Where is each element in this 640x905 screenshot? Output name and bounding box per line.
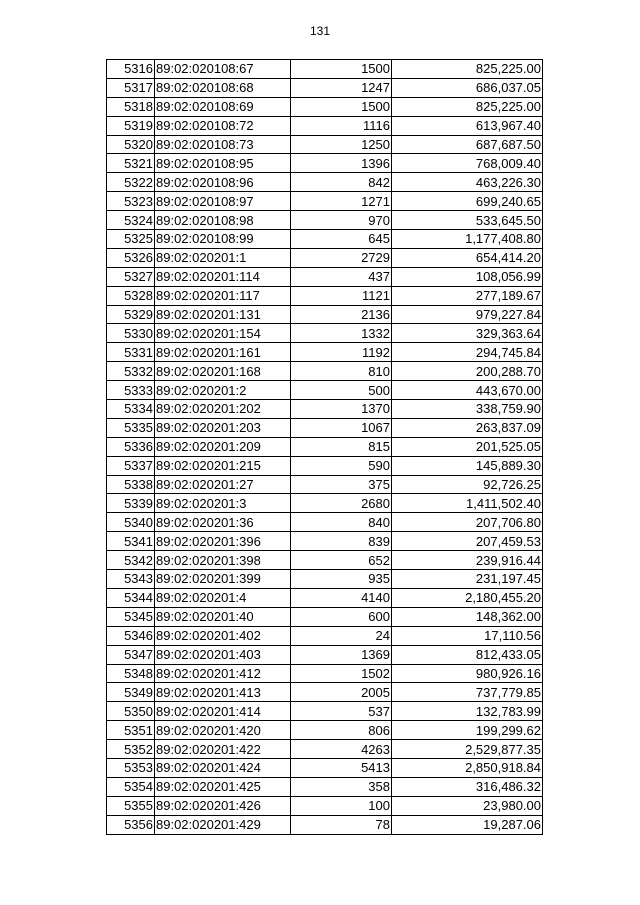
table-row	[107, 683, 543, 702]
area-cell: 437	[291, 267, 392, 286]
table-row	[107, 135, 543, 154]
row-number-cell: 5316	[107, 60, 155, 79]
cadastral-number-cell: 89:02:020108:67	[155, 60, 291, 79]
cadastral-number-cell: 89:02:020201:420	[155, 721, 291, 740]
cadastral-value-cell: 2,529,877.35	[392, 740, 543, 759]
cadastral-number-cell: 89:02:020108:69	[155, 97, 291, 116]
cadastral-value-cell: 737,779.85	[392, 683, 543, 702]
table-row	[107, 248, 543, 267]
cadastral-number-cell: 89:02:020201:3	[155, 494, 291, 513]
area-cell: 806	[291, 721, 392, 740]
cadastral-number-cell: 89:02:020108:99	[155, 230, 291, 249]
cadastral-value-cell: 1,177,408.80	[392, 230, 543, 249]
table-row	[107, 437, 543, 456]
cadastral-value-cell: 231,197.45	[392, 570, 543, 589]
cadastral-value-cell: 329,363.64	[392, 324, 543, 343]
cadastral-number-cell: 89:02:020201:1	[155, 248, 291, 267]
area-cell: 375	[291, 475, 392, 494]
cadastral-value-cell: 17,110.56	[392, 626, 543, 645]
table-row	[107, 116, 543, 135]
area-cell: 5413	[291, 758, 392, 777]
table-row	[107, 230, 543, 249]
area-cell: 1369	[291, 645, 392, 664]
row-number-cell: 5327	[107, 267, 155, 286]
cadastral-number-cell: 89:02:020201:4	[155, 588, 291, 607]
row-number-cell: 5320	[107, 135, 155, 154]
cadastral-value-cell: 201,525.05	[392, 437, 543, 456]
cadastral-value-cell: 132,783.99	[392, 702, 543, 721]
row-number-cell: 5341	[107, 532, 155, 551]
table-row	[107, 305, 543, 324]
row-number-cell: 5342	[107, 551, 155, 570]
row-number-cell: 5349	[107, 683, 155, 702]
cadastral-number-cell: 89:02:020201:413	[155, 683, 291, 702]
cadastral-number-cell: 89:02:020201:398	[155, 551, 291, 570]
cadastral-number-cell: 89:02:020201:161	[155, 343, 291, 362]
row-number-cell: 5333	[107, 381, 155, 400]
cadastral-number-cell: 89:02:020201:425	[155, 777, 291, 796]
cadastral-value-cell: 2,850,918.84	[392, 758, 543, 777]
table-row	[107, 532, 543, 551]
cadastral-value-cell: 812,433.05	[392, 645, 543, 664]
cadastral-number-cell: 89:02:020201:154	[155, 324, 291, 343]
row-number-cell: 5326	[107, 248, 155, 267]
area-cell: 500	[291, 381, 392, 400]
cadastral-number-cell: 89:02:020108:95	[155, 154, 291, 173]
cadastral-number-cell: 89:02:020201:414	[155, 702, 291, 721]
table-row	[107, 97, 543, 116]
table-row	[107, 815, 543, 834]
area-cell: 2005	[291, 683, 392, 702]
cadastral-value-cell: 979,227.84	[392, 305, 543, 324]
cadastral-value-cell: 768,009.40	[392, 154, 543, 173]
cadastral-number-cell: 89:02:020201:399	[155, 570, 291, 589]
row-number-cell: 5334	[107, 400, 155, 419]
table-row	[107, 418, 543, 437]
table-row	[107, 343, 543, 362]
table-row	[107, 192, 543, 211]
row-number-cell: 5323	[107, 192, 155, 211]
cadastral-value-cell: 443,670.00	[392, 381, 543, 400]
table-row	[107, 513, 543, 532]
table-row	[107, 588, 543, 607]
cadastral-number-cell: 89:02:020201:429	[155, 815, 291, 834]
table-row	[107, 626, 543, 645]
area-cell: 358	[291, 777, 392, 796]
row-number-cell: 5354	[107, 777, 155, 796]
table-row	[107, 60, 543, 79]
cadastral-value-cell: 687,687.50	[392, 135, 543, 154]
cadastral-value-cell: 825,225.00	[392, 97, 543, 116]
area-cell: 2729	[291, 248, 392, 267]
cadastral-value-cell: 463,226.30	[392, 173, 543, 192]
table-body	[107, 60, 543, 835]
row-number-cell: 5321	[107, 154, 155, 173]
table-row	[107, 702, 543, 721]
row-number-cell: 5318	[107, 97, 155, 116]
area-cell: 810	[291, 362, 392, 381]
area-cell: 1332	[291, 324, 392, 343]
row-number-cell: 5322	[107, 173, 155, 192]
table-row	[107, 740, 543, 759]
cadastral-value-cell: 263,837.09	[392, 418, 543, 437]
cadastral-value-cell: 145,889.30	[392, 456, 543, 475]
area-cell: 1271	[291, 192, 392, 211]
cadastral-number-cell: 89:02:020201:114	[155, 267, 291, 286]
area-cell: 1116	[291, 116, 392, 135]
cadastral-number-cell: 89:02:020201:2	[155, 381, 291, 400]
cadastral-number-cell: 89:02:020108:73	[155, 135, 291, 154]
row-number-cell: 5324	[107, 211, 155, 230]
area-cell: 78	[291, 815, 392, 834]
area-cell: 1370	[291, 400, 392, 419]
area-cell: 1192	[291, 343, 392, 362]
area-cell: 652	[291, 551, 392, 570]
row-number-cell: 5355	[107, 796, 155, 815]
cadastral-value-cell: 294,745.84	[392, 343, 543, 362]
cadastral-value-cell: 533,645.50	[392, 211, 543, 230]
cadastral-number-cell: 89:02:020201:203	[155, 418, 291, 437]
area-cell: 4140	[291, 588, 392, 607]
cadastral-number-cell: 89:02:020201:202	[155, 400, 291, 419]
area-cell: 1121	[291, 286, 392, 305]
table-row	[107, 645, 543, 664]
area-cell: 2680	[291, 494, 392, 513]
cadastral-number-cell: 89:02:020201:40	[155, 607, 291, 626]
cadastral-number-cell: 89:02:020201:209	[155, 437, 291, 456]
cadastral-number-cell: 89:02:020201:403	[155, 645, 291, 664]
area-cell: 839	[291, 532, 392, 551]
cadastral-value-cell: 686,037.05	[392, 78, 543, 97]
area-cell: 645	[291, 230, 392, 249]
area-cell: 1500	[291, 97, 392, 116]
cadastral-value-table	[106, 59, 543, 835]
area-cell: 935	[291, 570, 392, 589]
area-cell: 1247	[291, 78, 392, 97]
cadastral-number-cell: 89:02:020201:426	[155, 796, 291, 815]
cadastral-value-cell: 207,459.53	[392, 532, 543, 551]
row-number-cell: 5336	[107, 437, 155, 456]
row-number-cell: 5353	[107, 758, 155, 777]
row-number-cell: 5343	[107, 570, 155, 589]
cadastral-number-cell: 89:02:020108:96	[155, 173, 291, 192]
row-number-cell: 5338	[107, 475, 155, 494]
cadastral-value-cell: 239,916.44	[392, 551, 543, 570]
cadastral-value-cell: 148,362.00	[392, 607, 543, 626]
cadastral-value-cell: 654,414.20	[392, 248, 543, 267]
row-number-cell: 5344	[107, 588, 155, 607]
table-row	[107, 267, 543, 286]
cadastral-number-cell: 89:02:020201:422	[155, 740, 291, 759]
cadastral-value-cell: 338,759.90	[392, 400, 543, 419]
cadastral-number-cell: 89:02:020201:168	[155, 362, 291, 381]
table-row	[107, 400, 543, 419]
row-number-cell: 5345	[107, 607, 155, 626]
area-cell: 537	[291, 702, 392, 721]
cadastral-number-cell: 89:02:020201:396	[155, 532, 291, 551]
cadastral-value-cell: 199,299.62	[392, 721, 543, 740]
row-number-cell: 5352	[107, 740, 155, 759]
table-row	[107, 664, 543, 683]
table-row	[107, 362, 543, 381]
table-row	[107, 475, 543, 494]
cadastral-value-cell: 613,967.40	[392, 116, 543, 135]
table-row	[107, 721, 543, 740]
area-cell: 840	[291, 513, 392, 532]
row-number-cell: 5351	[107, 721, 155, 740]
table-row	[107, 796, 543, 815]
page-number: 131	[309, 24, 331, 38]
area-cell: 1502	[291, 664, 392, 683]
row-number-cell: 5331	[107, 343, 155, 362]
table-row	[107, 777, 543, 796]
cadastral-value-cell: 108,056.99	[392, 267, 543, 286]
cadastral-value-cell: 1,411,502.40	[392, 494, 543, 513]
row-number-cell: 5337	[107, 456, 155, 475]
cadastral-value-cell: 2,180,455.20	[392, 588, 543, 607]
row-number-cell: 5319	[107, 116, 155, 135]
table-row	[107, 551, 543, 570]
cadastral-number-cell: 89:02:020201:117	[155, 286, 291, 305]
table-row	[107, 211, 543, 230]
table-row	[107, 324, 543, 343]
cadastral-number-cell: 89:02:020108:97	[155, 192, 291, 211]
row-number-cell: 5330	[107, 324, 155, 343]
area-cell: 2136	[291, 305, 392, 324]
area-cell: 600	[291, 607, 392, 626]
area-cell: 1250	[291, 135, 392, 154]
area-cell: 842	[291, 173, 392, 192]
cadastral-value-cell: 92,726.25	[392, 475, 543, 494]
area-cell: 590	[291, 456, 392, 475]
cadastral-number-cell: 89:02:020201:215	[155, 456, 291, 475]
cadastral-value-cell: 19,287.06	[392, 815, 543, 834]
row-number-cell: 5329	[107, 305, 155, 324]
cadastral-number-cell: 89:02:020201:412	[155, 664, 291, 683]
cadastral-number-cell: 89:02:020201:36	[155, 513, 291, 532]
row-number-cell: 5317	[107, 78, 155, 97]
cadastral-number-cell: 89:02:020201:131	[155, 305, 291, 324]
area-cell: 100	[291, 796, 392, 815]
area-cell: 1500	[291, 60, 392, 79]
cadastral-value-cell: 207,706.80	[392, 513, 543, 532]
cadastral-number-cell: 89:02:020201:424	[155, 758, 291, 777]
row-number-cell: 5340	[107, 513, 155, 532]
area-cell: 4263	[291, 740, 392, 759]
area-cell: 1396	[291, 154, 392, 173]
table-row	[107, 456, 543, 475]
cadastral-value-cell: 825,225.00	[392, 60, 543, 79]
area-cell: 970	[291, 211, 392, 230]
row-number-cell: 5348	[107, 664, 155, 683]
area-cell: 1067	[291, 418, 392, 437]
table-row	[107, 286, 543, 305]
row-number-cell: 5335	[107, 418, 155, 437]
cadastral-value-cell: 980,926.16	[392, 664, 543, 683]
cadastral-value-cell: 200,288.70	[392, 362, 543, 381]
table-row	[107, 173, 543, 192]
table-row	[107, 494, 543, 513]
row-number-cell: 5347	[107, 645, 155, 664]
table-row	[107, 381, 543, 400]
cadastral-number-cell: 89:02:020201:402	[155, 626, 291, 645]
cadastral-value-cell: 316,486.32	[392, 777, 543, 796]
row-number-cell: 5339	[107, 494, 155, 513]
row-number-cell: 5350	[107, 702, 155, 721]
row-number-cell: 5346	[107, 626, 155, 645]
area-cell: 24	[291, 626, 392, 645]
cadastral-number-cell: 89:02:020108:72	[155, 116, 291, 135]
row-number-cell: 5356	[107, 815, 155, 834]
table-row	[107, 758, 543, 777]
table-row	[107, 570, 543, 589]
cadastral-value-cell: 23,980.00	[392, 796, 543, 815]
cadastral-value-cell: 277,189.67	[392, 286, 543, 305]
row-number-cell: 5328	[107, 286, 155, 305]
table-row	[107, 78, 543, 97]
row-number-cell: 5325	[107, 230, 155, 249]
cadastral-value-cell: 699,240.65	[392, 192, 543, 211]
cadastral-number-cell: 89:02:020201:27	[155, 475, 291, 494]
table-row	[107, 607, 543, 626]
cadastral-number-cell: 89:02:020108:68	[155, 78, 291, 97]
area-cell: 815	[291, 437, 392, 456]
cadastral-number-cell: 89:02:020108:98	[155, 211, 291, 230]
table-row	[107, 154, 543, 173]
row-number-cell: 5332	[107, 362, 155, 381]
